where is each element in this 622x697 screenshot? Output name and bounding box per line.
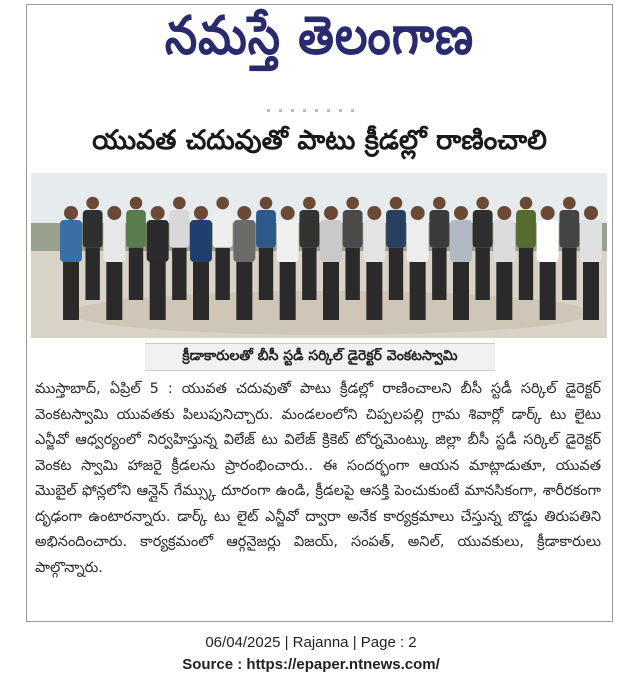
divider-dots bbox=[267, 97, 387, 103]
article-body bbox=[35, 377, 601, 621]
article-text: ముస్తాబాద్, ఏప్రిల్ 5 : యువత చదువుతో పాటు క్రీడల్లో రాణించాలని బీసీ స్టడీ సర్కిల్ డైరెక్టర్ వెంకటస్వామి యువతకు పిలుపునిచ్చారు. మండలంలోని చిప్పలపల్లి గ్రామ శివార్లో డార్క్ టు లైటు ఎన్జీవో ఆధ్వర్యంలో నిర్వహిస్తున్న విలేజ్ టు విలేజ్ క్రికెట్ టోర్నమెంట్కు జిల్లా బీసీ స్టడీ సర్కిల్ డైరెక్టర్ వెంకట స్వామి హాజరై క్రీడలను ప్రారంభించారు.. ఈ సందర్భంగా ఆయన మాట్లాడుతూ, యువత మొబైల్ ఫోన్లలోని ఆన్లైన్ గేమ్స్కు దూరంగా ఉండి, క్రీడలపై ఆసక్తి పెంచుకుంటే మానసికంగా, శారీరకంగా దృఢంగా ఉంటారన్నారు. డార్క్ టు లైట్ ఎన్జీవో ద్వారా అనేక కార్యక్రమాలు చేస్తున్న బొడ్డు తిరుపతిని అభినందించారు. కార్యక్రమంలో ఆర్గనైజర్లు విజయ్, సంపత్, అనిల్, యువకులు, క్రీడాకారులు పాల్గొన్నారు. bbox=[35, 381, 601, 576]
footer-source: Source : https://epaper.ntnews.com/ bbox=[182, 656, 440, 673]
masthead-title: నమస్తే తెలంగాణ bbox=[164, 4, 475, 67]
headline-text: యువత చదువుతో పాటు క్రీడల్లో రాణించాలి bbox=[92, 125, 547, 156]
group-photo-image bbox=[31, 173, 607, 338]
photo-caption bbox=[145, 343, 495, 371]
photo-caption-text: క్రీడాకారులతో బీసీ స్టడీ సర్కిల్ డైరెక్టర్ వెంకటస్వామి bbox=[182, 347, 458, 364]
footer bbox=[0, 632, 622, 676]
footer-date-edition: 06/04/2025 | Rajanna | Page : 2 bbox=[205, 634, 417, 651]
newspaper-clipping bbox=[26, 4, 613, 622]
headline bbox=[27, 121, 612, 167]
news-photo bbox=[31, 173, 607, 338]
masthead bbox=[27, 5, 612, 79]
